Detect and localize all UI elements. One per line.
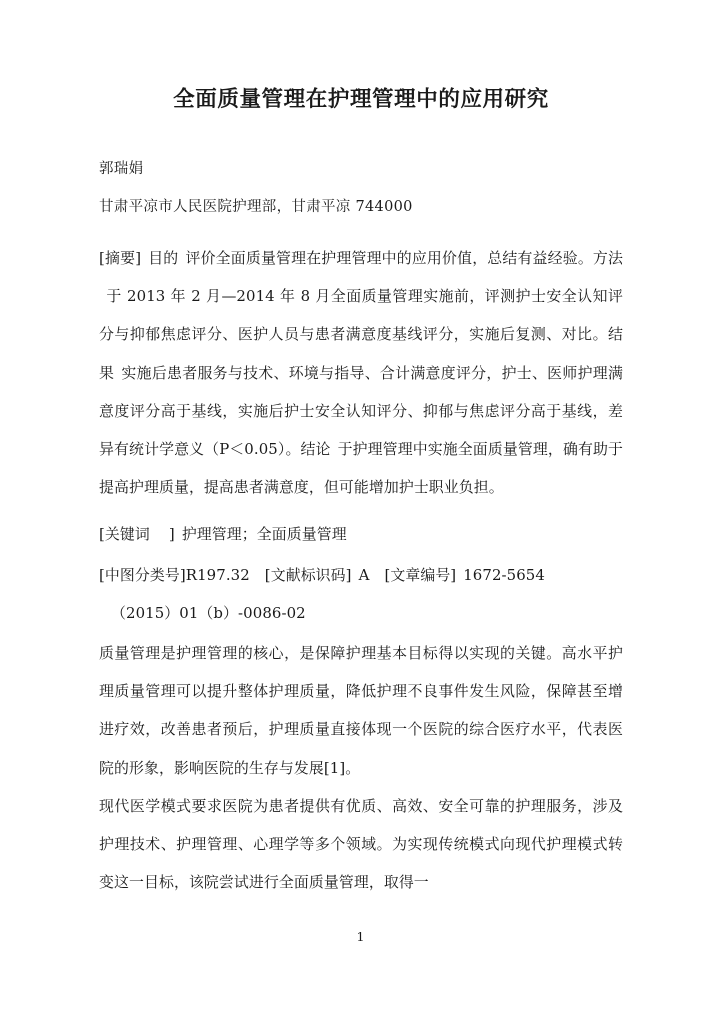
body-paragraph: 质量管理是护理管理的核心，是保障护理基本目标得以实现的关键。高水平护理质量管理可以提升整体护理质量，降低护理不良事件发生风险，保障甚至增进疗效，改善患者预后，护理质量直接体现一个医院的综合医疗水平，代表医院的形象，影响医院的生存与发展[1]。	[99, 644, 623, 777]
abstract-label: [摘要]	[99, 249, 142, 268]
keywords-label-close: ]	[168, 525, 175, 544]
keywords-section	[99, 515, 623, 553]
abstract-results-label: 结果	[99, 325, 623, 382]
abstract-methods-text: 于 2013 年 2 月—2014 年 8 月全面质量管理实施前，评测护士安全认知评分与抑郁焦虑评分、医护人员与患者满意度基线评分，实施后复测、对比。	[99, 287, 623, 344]
article-id-value: 1672-5654	[463, 565, 545, 584]
body-text-section	[99, 634, 623, 901]
abstract-conclusion-text: 于护理管理中实施全面质量管理，确有助于提高护理质量，提高患者满意度，但可能增加护士职业负担。	[99, 440, 624, 497]
abstract-section	[99, 239, 623, 506]
page-content	[99, 0, 623, 901]
keywords-label-open: [关键词	[99, 525, 150, 544]
article-id-continuation: （2015）01（b）-0086-02	[111, 603, 306, 622]
abstract-conclusion-label: 结论	[300, 440, 331, 459]
clc-value: R197.32	[185, 565, 250, 584]
page-title: 全面质量管理在护理管理中的应用研究	[173, 87, 549, 112]
article-id-label: [文章编号]	[384, 565, 457, 584]
abstract-results-text: 实施后患者服务与技术、环境与指导、合计满意度评分，护士、医师护理满意度评分高于基线，实施后护士安全认知评分、抑郁与焦虑评分高于基线，差异有统计学意义（P＜0.05）。	[99, 363, 623, 459]
author-name: 郭瑞娟	[99, 161, 144, 178]
clc-label: [中图分类号]	[99, 565, 186, 584]
abstract-methods-label: 方法	[592, 249, 624, 268]
page-number: 1	[356, 929, 365, 944]
body-paragraph: 现代医学模式要求医院为患者提供有优质、高效、安全可靠的护理服务，涉及护理技术、护理管理、心理学等多个领域。为实现传统模式向现代护理模式转变这一目标，该院尝试进行全面质量管理，取得一	[99, 796, 623, 892]
keywords-values: 护理管理；全面质量管理	[181, 525, 347, 544]
author-affiliation: 甘肃平凉市人民医院护理部，甘肃平凉 744000	[99, 198, 413, 215]
abstract-objective-label: 目的	[148, 249, 179, 268]
classification-section	[99, 556, 623, 594]
document-code-value: A	[358, 565, 370, 584]
abstract-objective-text: 评价全面质量管理在护理管理中的应用价值，总结有益经验。	[185, 249, 593, 268]
document-code-label: [文献标识码]	[264, 565, 352, 584]
